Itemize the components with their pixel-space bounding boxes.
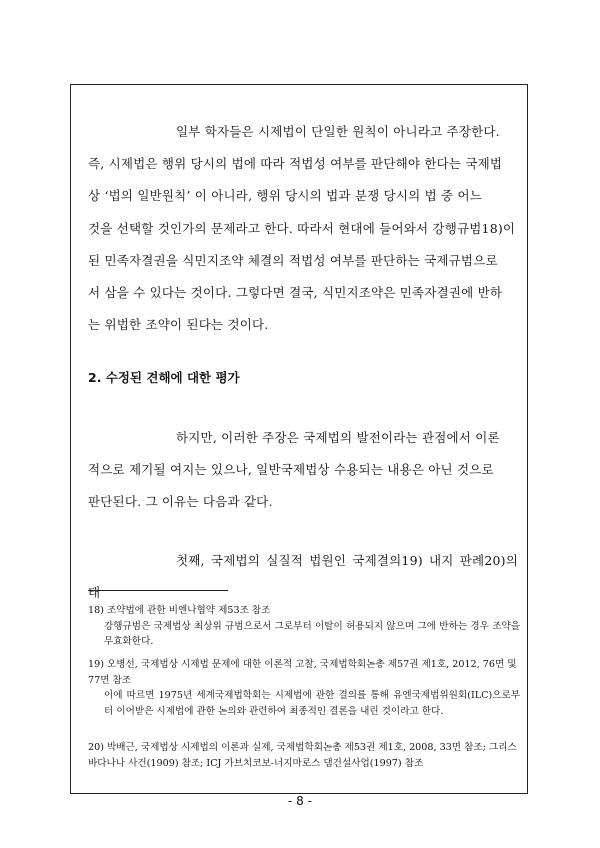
text-line: 적으로 제기될 여지는 있으나, 일반국제법상 수용되는 내용은 아닌 것으로	[88, 462, 494, 478]
footnote-head: 20) 박배근, 국제법상 시제법의 이론과 실제, 국제법학회논총 제53권 제1호, 2008, 33면 참조; 그리스 바다나나 사건(1909) 참조; ICJ 가브치코보-너지마로스 댐건설사업(1997) 참조	[88, 742, 517, 769]
footnote-19	[88, 657, 520, 719]
text-line: 일부 학자들은 시제법이 단일한 원칙이 아니라고 주장한다.	[176, 124, 500, 139]
text-line: 것을 선택할 것인가의 문제라고 한다. 따라서 현대에 들어와서 강행규범18)이	[88, 220, 516, 236]
paragraph-2	[88, 422, 518, 519]
text-line: 상 ‘법의 일반원칙’ 이 아니라, 행위 당시의 법과 분쟁 당시의 법 중 어느	[88, 188, 483, 204]
paragraph-3	[88, 545, 518, 609]
text-line: 된 민족자결권을 식민지조약 체결의 적법성 여부를 판단하는 국제규범으로	[88, 252, 498, 268]
text-line: 하지만, 이러한 주장은 국제법의 발전이라는 관점에서 이론	[176, 430, 500, 445]
footnote-18	[88, 603, 520, 650]
text-line: 판단된다. 그 이유는 다음과 같다.	[88, 494, 273, 510]
footnote-body: 강행규범은 국제법상 최상위 규범으로서 그로부터 이탈이 허용되지 않으며 그에 반하는 경우 조약을 무효화한다.	[104, 620, 520, 647]
footnote-20	[88, 740, 520, 771]
paragraph-1	[88, 116, 518, 341]
text-line: 서 삼을 수 있다는 것이다. 그렇다면 결국, 식민지조약은 민족자결권에 반하	[88, 285, 503, 301]
footnote-head: 19) 오병선, 국제법상 시제법 문제에 대한 이론적 고찰, 국제법학회논총 제57권 제1호, 2012, 76면 및 77면 참조	[88, 659, 517, 686]
footnote-body: 이에 따르면 1975년 세계국제법학회는 시제법에 관한 결의를 통해 유엔국제법위원회(ILC)으로부터 이어받은 시제법에 관한 논의와 관련하여 최종적인 결론을 내린 것이라고 한다.	[104, 690, 520, 717]
section-heading: 2. 수정된 견해에 대한 평가	[88, 370, 240, 385]
footnote-head: 18) 조약법에 관한 비엔나협약 제53조 참조	[88, 605, 271, 616]
text-line: 즉, 시제법은 행위 당시의 법에 따라 적법성 여부를 판단해야 한다는 국제법	[88, 156, 503, 172]
page-number: - 8 -	[288, 794, 312, 808]
text-line: 는 위법한 조약이 된다는 것이다.	[88, 317, 269, 333]
text-line: 첫째, 국제법의 실질적 법원인 국제결의19) 내지 판례20)의 태	[88, 553, 518, 601]
footnote-divider	[88, 590, 228, 591]
